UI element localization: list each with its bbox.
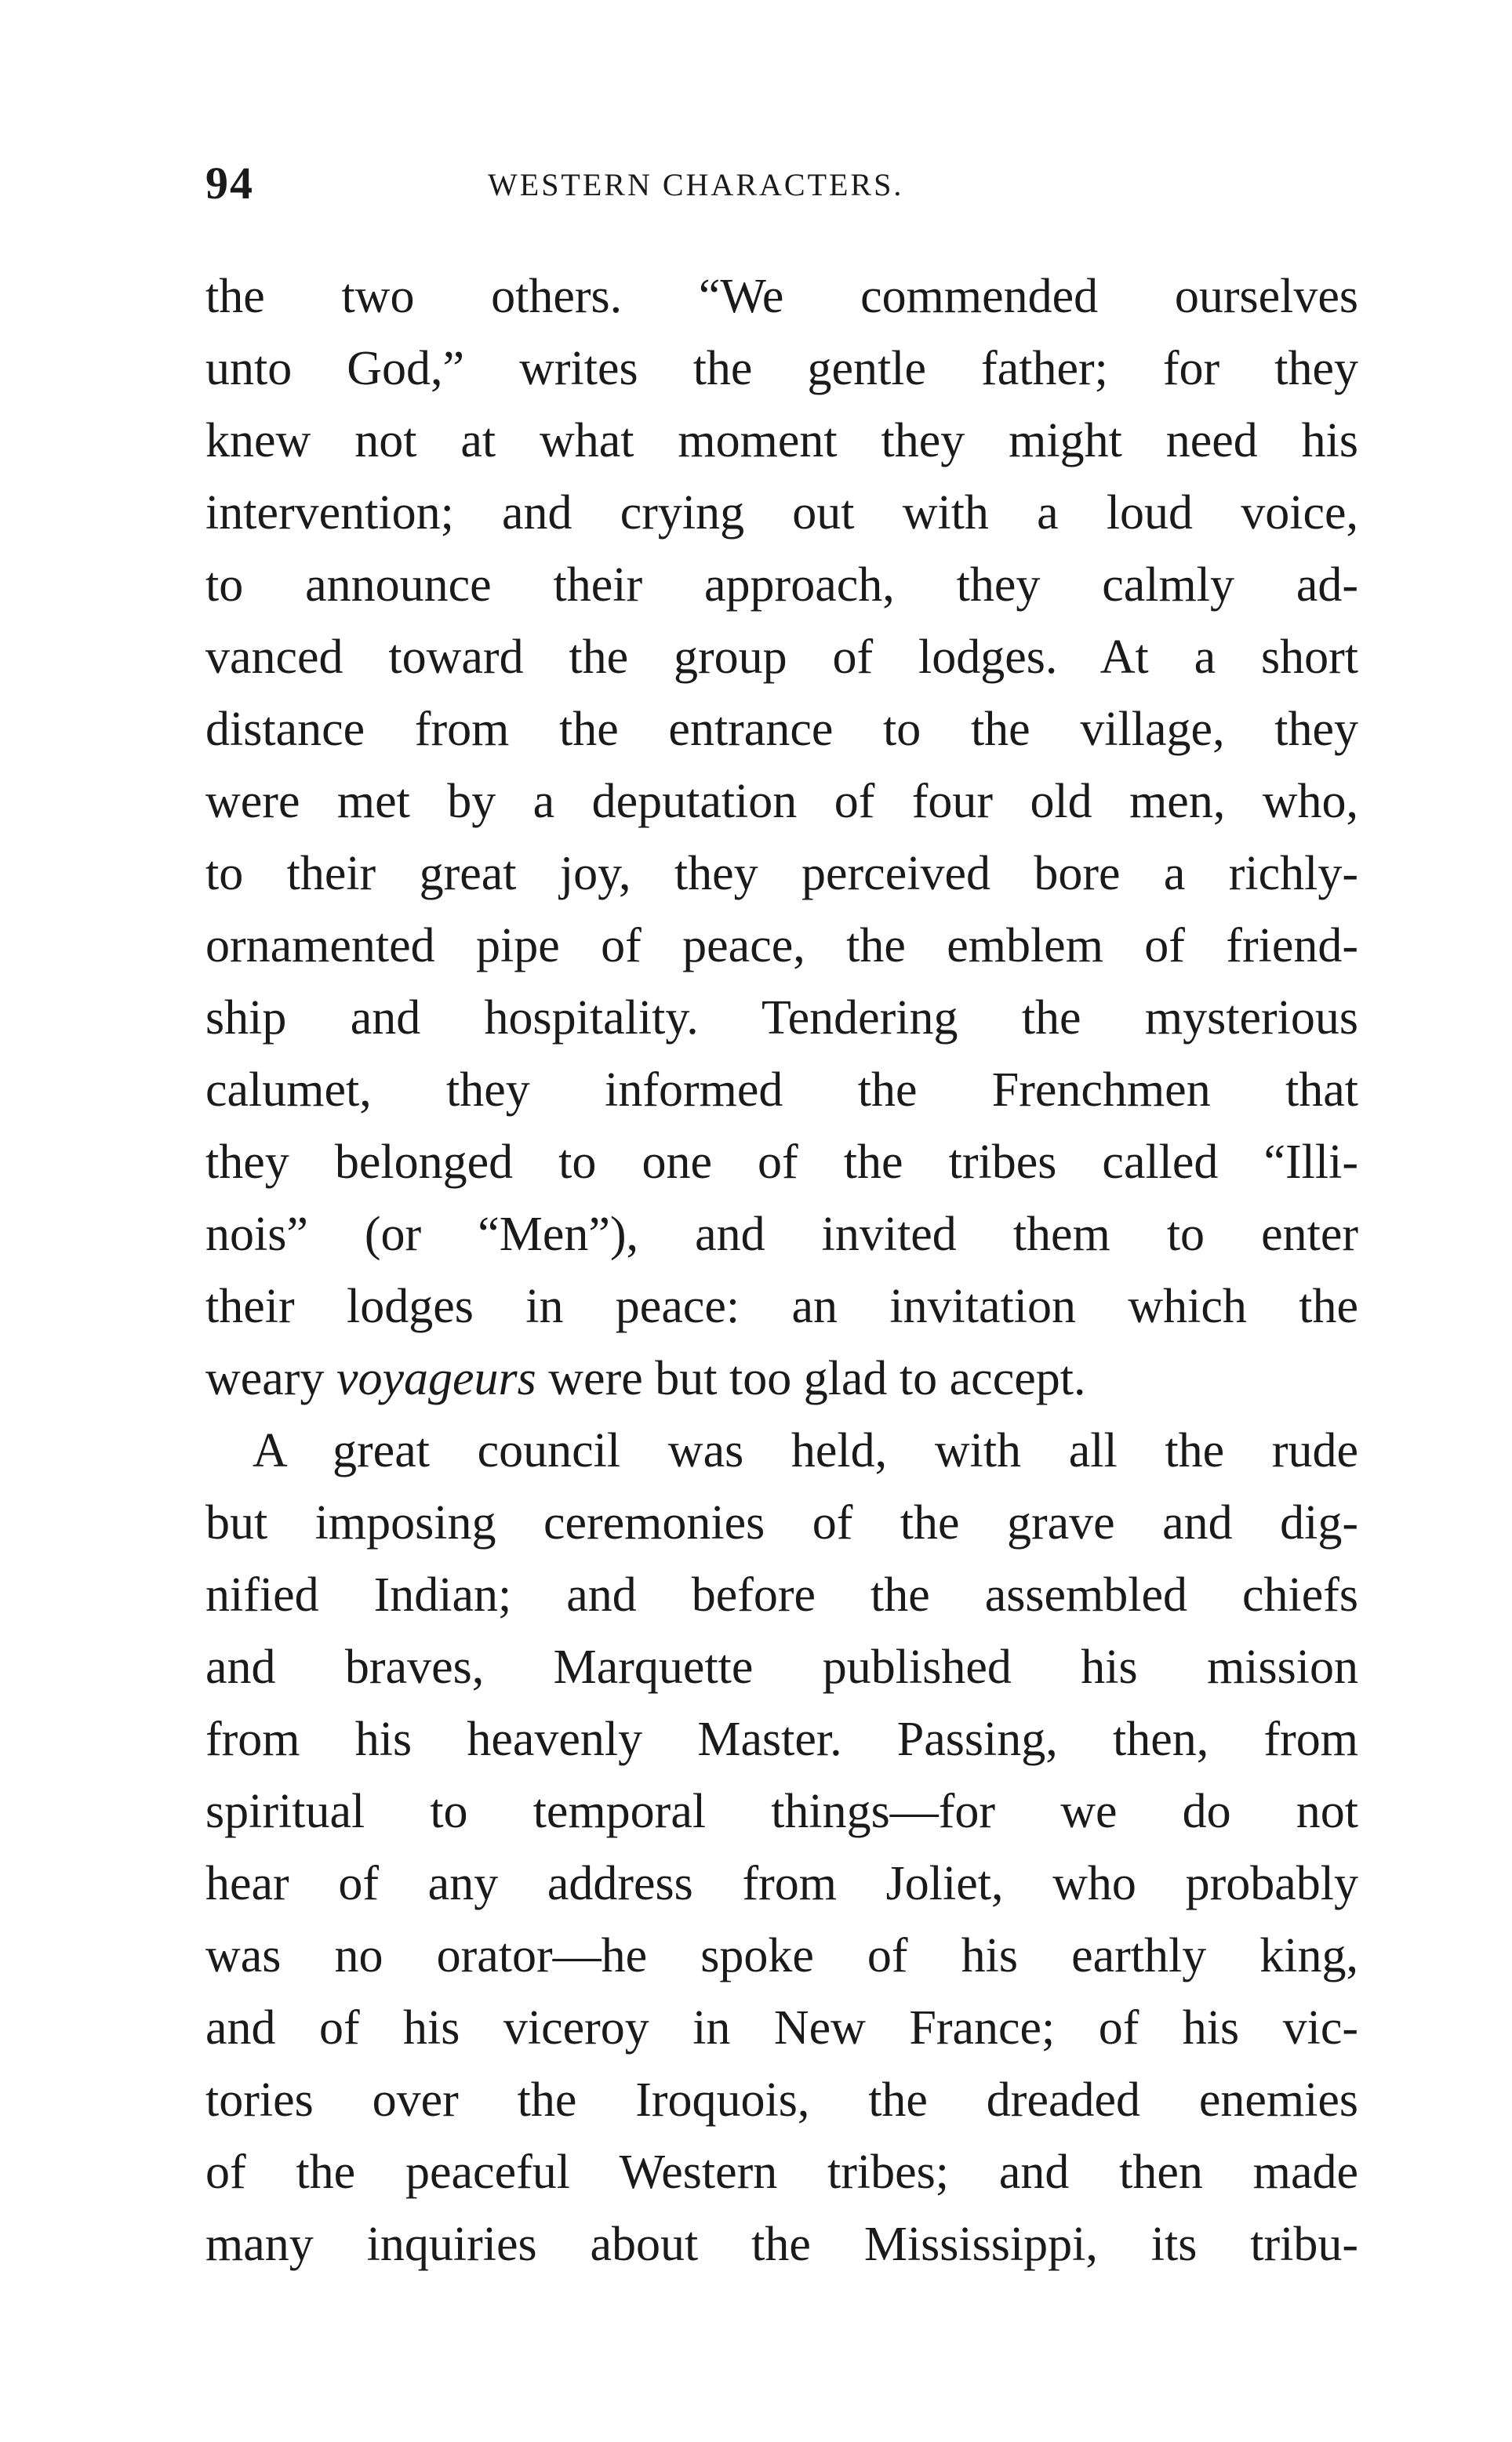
- running-title: WESTERN CHARACTERS.: [488, 167, 904, 202]
- body-text: [205, 260, 1358, 2280]
- text-line: and braves, Marquette published his mission: [205, 1641, 1358, 1694]
- text-line: spiritual to temporal things—for we do not: [205, 1785, 1358, 1838]
- text-line: distance from the entrance to the village, they: [205, 703, 1358, 756]
- text-line: to announce their approach, they calmly ad-: [205, 558, 1358, 612]
- text-fragment: weary: [205, 1352, 336, 1405]
- text-line: the two others. “We commended ourselves: [205, 270, 1358, 323]
- text-fragment: were but too glad to accept.: [536, 1352, 1086, 1405]
- text-line: unto God,” writes the gentle father; for they: [205, 342, 1358, 395]
- text-line: of the peaceful Western tribes; and then made: [205, 2146, 1358, 2199]
- text-line: from his heavenly Master. Passing, then, from: [205, 1713, 1358, 1766]
- text-line: nois” (or “Men”), and invited them to enter: [205, 1208, 1358, 1261]
- text-line: ship and hospitality. Tendering the mysterious: [205, 991, 1358, 1045]
- text-line: but imposing ceremonies of the grave and dig-: [205, 1496, 1358, 1550]
- text-line: and of his viceroy in New France; of his vic-: [205, 2001, 1358, 2055]
- text-line: to their great joy, they perceived bore a richly-: [205, 847, 1358, 900]
- text-line: ornamented pipe of peace, the emblem of friend-: [205, 919, 1358, 972]
- text-line: calumet, they informed the Frenchmen that: [205, 1063, 1358, 1117]
- page-number: 94: [205, 158, 254, 209]
- text-line: they belonged to one of the tribes called “Illi-: [205, 1136, 1358, 1189]
- text-line: hear of any address from Joliet, who probably: [205, 1857, 1358, 1910]
- text-line: knew not at what moment they might need his: [205, 414, 1358, 467]
- text-line: nified Indian; and before the assembled chiefs: [205, 1568, 1358, 1622]
- paragraph-end-line: [205, 1343, 1358, 1415]
- text-line: intervention; and crying out with a loud voice,: [205, 486, 1358, 540]
- text-line: were met by a deputation of four old men, who,: [205, 775, 1358, 828]
- paragraph-first-line: A great council was held, with all the rude: [253, 1424, 1358, 1477]
- text-line: was no orator—he spoke of his earthly king,: [205, 1929, 1358, 1982]
- italic-word: voyageurs: [336, 1352, 536, 1405]
- running-head: [205, 157, 1358, 220]
- text-line: many inquiries about the Mississippi, its tribu-: [205, 2218, 1358, 2271]
- text-line: tories over the Iroquois, the dreaded enemies: [205, 2073, 1358, 2127]
- text-line: vanced toward the group of lodges. At a short: [205, 630, 1358, 684]
- text-line: their lodges in peace: an invitation which the: [205, 1280, 1358, 1333]
